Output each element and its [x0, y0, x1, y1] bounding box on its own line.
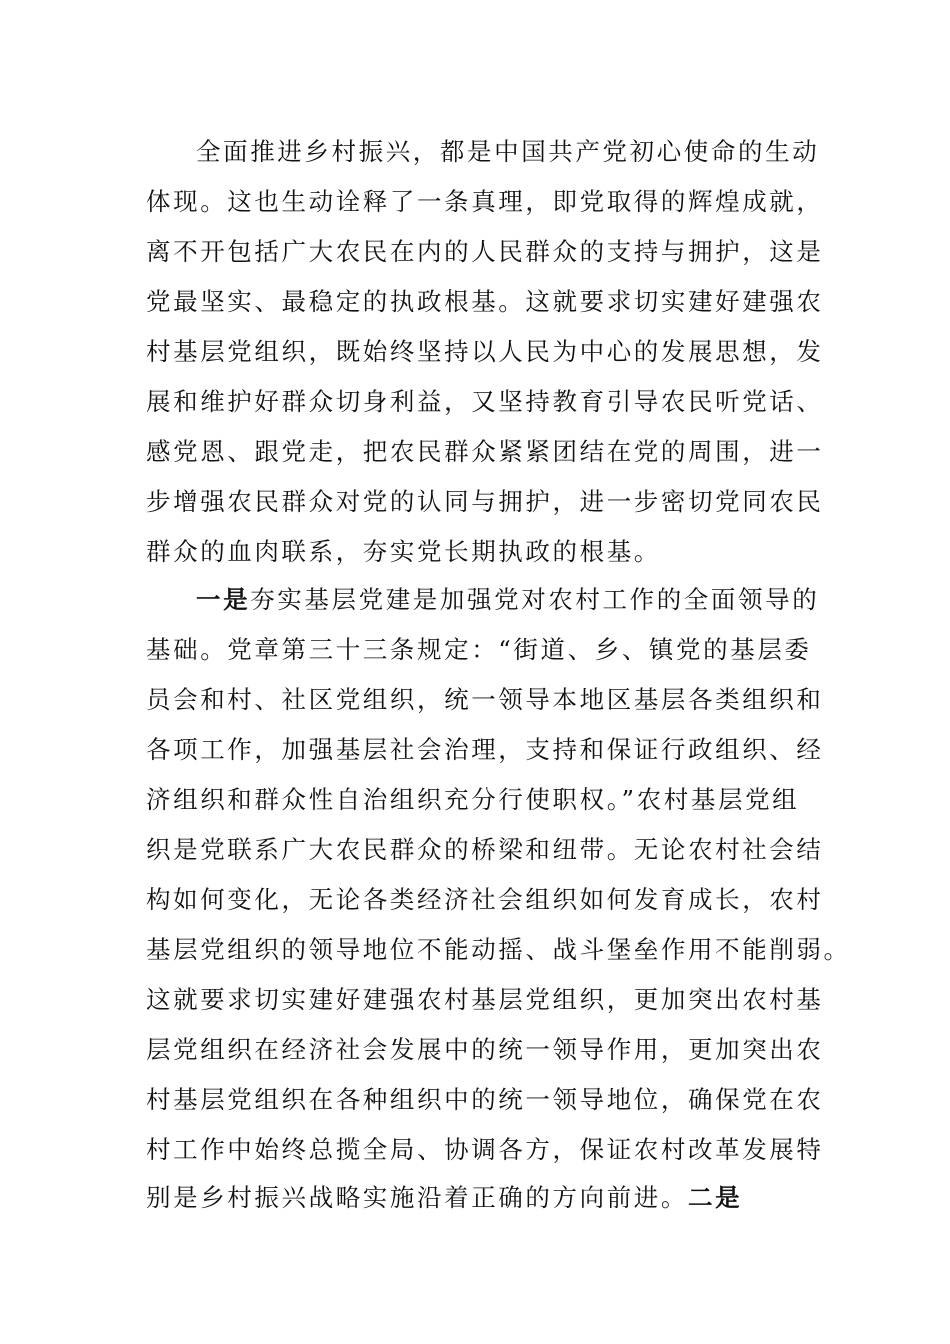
paragraph-1-line-9: 群众的血肉联系，夯实党长期执政的根基。 — [146, 537, 661, 566]
paragraph-2-line-7: 构如何变化，无论各类经济社会组织如何发育成长，农村 — [146, 885, 824, 914]
paragraph-1-line-4: 党最坚实、最稳定的执政根基。这就要求切实建好建强农 — [146, 287, 824, 316]
paragraph-2-line-1-text: 夯实基层党建是加强党对农村工作的全面领导的 — [250, 585, 820, 614]
paragraph-2-line-13 — [146, 1183, 806, 1213]
paragraph-2-line-3: 员会和村、社区党组织，统一领导本地区基层各类组织和 — [146, 685, 824, 714]
paragraph-1-line-6: 展和维护好群众切身利益，又坚持教育引导农民听党话、 — [146, 387, 824, 416]
paragraph-1-line-7: 感党恩、跟党走，把农民群众紧紧团结在党的周围，进一 — [146, 437, 824, 466]
paragraph-2-line-8: 基层党组织的领导地位不能动摇、战斗堡垒作用不能削弱。 — [146, 935, 851, 964]
paragraph-2-line-2: 基础。党章第三十三条规定：“街道、乡、镇党的基层委 — [146, 635, 812, 664]
paragraph-1-line-2: 体现。这也生动诠释了一条真理，即党取得的辉煌成就， — [146, 187, 824, 216]
paragraph-1-line-3: 离不开包括广大农民在内的人民群众的支持与拥护，这是 — [146, 237, 824, 266]
paragraph-2-line-1 — [196, 585, 820, 615]
paragraph-1-line-5: 村基层党组织，既始终坚持以人民为中心的发展思想，发 — [146, 337, 824, 366]
paragraph-1-line-1: 全面推进乡村振兴，都是中国共产党初心使命的生动 — [196, 137, 820, 166]
paragraph-2-last-line-text: 别是乡村振兴战略实施沿着正确的方向前进。 — [146, 1183, 688, 1212]
paragraph-1-line-8: 步增强农民群众对党的认同与拥护，进一步密切党同农民 — [146, 487, 824, 516]
paragraph-2-line-6: 织是党联系广大农民群众的桥梁和纽带。无论农村社会结 — [146, 835, 824, 864]
paragraph-2-line-9: 这就要求切实建好建强农村基层党组织，更加突出农村基 — [146, 985, 824, 1014]
trailing-bold-marker: 二是 — [688, 1183, 743, 1212]
paragraph-2-line-11: 村基层党组织在各种组织中的统一领导地位，确保党在农 — [146, 1085, 824, 1114]
paragraph-2-line-10: 层党组织在经济社会发展中的统一领导作用，更加突出农 — [146, 1035, 824, 1064]
lead-bold-marker: 一是 — [196, 585, 251, 614]
paragraph-2-line-4: 各项工作，加强基层社会治理，支持和保证行政组织、经 — [146, 735, 824, 764]
paragraph-2-line-5: 济组织和群众性自治组织充分行使职权。”农村基层党组 — [146, 785, 800, 814]
paragraph-2-line-12: 村工作中始终总揽全局、协调各方，保证农村改革发展特 — [146, 1135, 824, 1164]
